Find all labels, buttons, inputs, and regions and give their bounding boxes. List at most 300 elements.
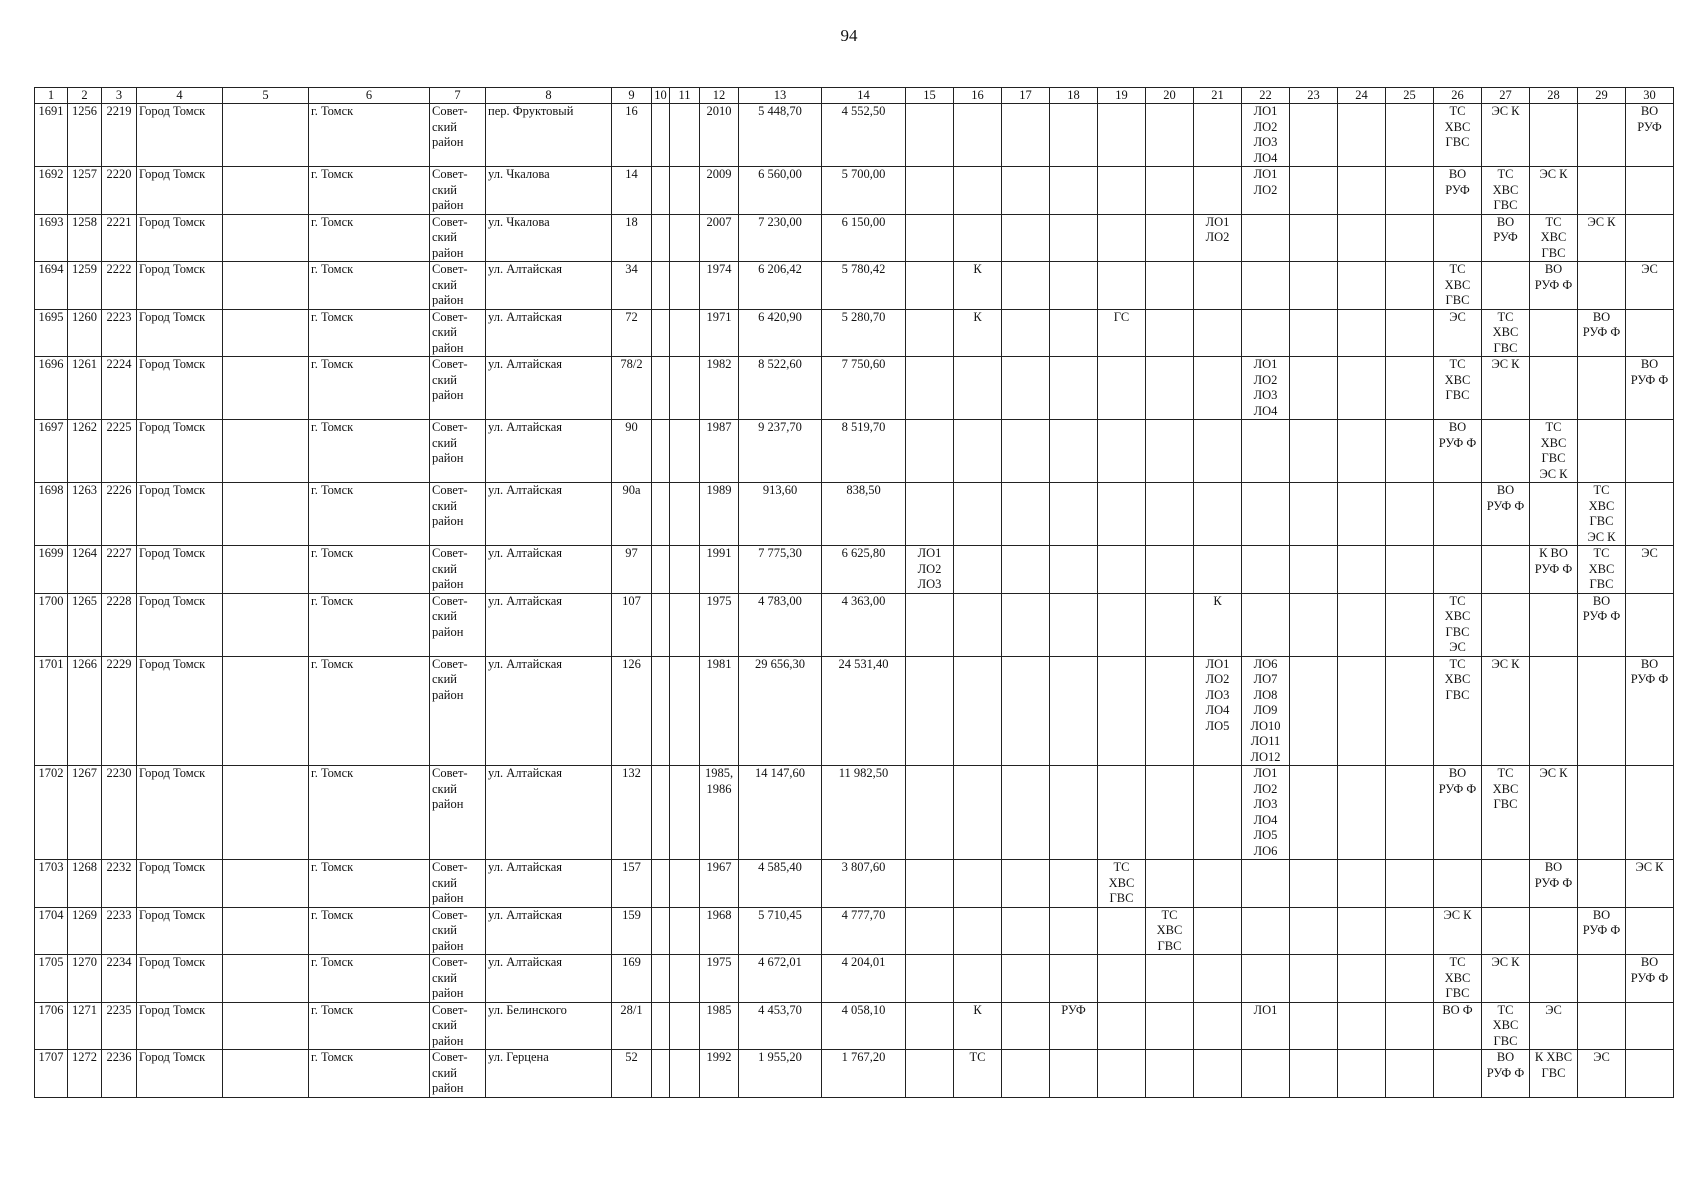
cell-work-col-28: К ВО РУФ Ф (1530, 546, 1578, 594)
cell-work-col-24 (1338, 1002, 1386, 1050)
cell-work-col-28 (1530, 357, 1578, 420)
cell-street: ул. Алтайская (486, 357, 612, 420)
cell-work-col-21: ЛО1 ЛО2 (1194, 214, 1242, 262)
cell-work-col-26 (1434, 483, 1482, 546)
cell-col-10 (652, 214, 670, 262)
cell-work-col-21 (1194, 1050, 1242, 1098)
cell-work-col-29 (1578, 104, 1626, 167)
cell-work-col-27: ВО РУФ Ф (1482, 483, 1530, 546)
cell-municipality: Город Томск (137, 357, 223, 420)
cell-work-col-22 (1242, 860, 1290, 908)
cell-work-col-27 (1482, 546, 1530, 594)
cell-work-col-30 (1626, 1002, 1674, 1050)
cell-work-col-18 (1050, 420, 1098, 483)
cell-municipality: Город Томск (137, 546, 223, 594)
cell-city: г. Томск (309, 593, 430, 656)
cell-row-number: 1692 (35, 167, 68, 215)
cell-total-area: 6 420,90 (739, 309, 822, 357)
cell-year-built: 1975 (700, 593, 739, 656)
cell-work-col-30: ЭС (1626, 262, 1674, 310)
cell-work-col-19 (1098, 546, 1146, 594)
cell-city: г. Томск (309, 546, 430, 594)
cell-year-built: 2009 (700, 167, 739, 215)
cell-work-col-29 (1578, 656, 1626, 766)
cell-street: пер. Фруктовый (486, 104, 612, 167)
cell-work-col-27: ЭС К (1482, 357, 1530, 420)
cell-col-5 (223, 860, 309, 908)
cell-district: Совет- ский район (430, 860, 486, 908)
cell-work-col-21: ЛО1 ЛО2 ЛО3 ЛО4 ЛО5 (1194, 656, 1242, 766)
cell-work-col-19 (1098, 167, 1146, 215)
cell-work-col-30 (1626, 1050, 1674, 1098)
cell-living-area: 5 780,42 (822, 262, 906, 310)
column-header-21: 21 (1194, 88, 1242, 104)
cell-work-col-18 (1050, 1050, 1098, 1098)
cell-work-col-17 (1002, 1050, 1050, 1098)
cell-street: ул. Алтайская (486, 483, 612, 546)
column-header-23: 23 (1290, 88, 1338, 104)
cell-row-number: 1706 (35, 1002, 68, 1050)
cell-house-number: 72 (612, 309, 652, 357)
cell-work-col-15 (906, 766, 954, 860)
cell-work-col-26: ЭС (1434, 309, 1482, 357)
cell-work-col-27 (1482, 860, 1530, 908)
cell-living-area: 6 150,00 (822, 214, 906, 262)
cell-col-11 (670, 214, 700, 262)
cell-street: ул. Алтайская (486, 262, 612, 310)
column-header-2: 2 (68, 88, 102, 104)
cell-id-b: 2221 (102, 214, 137, 262)
cell-work-col-24 (1338, 907, 1386, 955)
cell-work-col-29: ТС ХВС ГВС ЭС К (1578, 483, 1626, 546)
cell-id-b: 2233 (102, 907, 137, 955)
cell-living-area: 4 777,70 (822, 907, 906, 955)
column-header-9: 9 (612, 88, 652, 104)
cell-house-number: 28/1 (612, 1002, 652, 1050)
cell-id-a: 1267 (68, 766, 102, 860)
table-row (35, 104, 1674, 167)
cell-work-col-19 (1098, 1050, 1146, 1098)
cell-living-area: 7 750,60 (822, 357, 906, 420)
cell-work-col-29: ЭС К (1578, 214, 1626, 262)
cell-work-col-16 (954, 546, 1002, 594)
cell-work-col-16 (954, 167, 1002, 215)
cell-id-a: 1268 (68, 860, 102, 908)
cell-city: г. Томск (309, 262, 430, 310)
cell-work-col-23 (1290, 483, 1338, 546)
cell-street: ул. Чкалова (486, 167, 612, 215)
cell-col-10 (652, 1050, 670, 1098)
cell-work-col-28 (1530, 483, 1578, 546)
cell-year-built: 1985 (700, 1002, 739, 1050)
cell-work-col-25 (1386, 262, 1434, 310)
cell-work-col-20 (1146, 860, 1194, 908)
cell-district: Совет- ский район (430, 420, 486, 483)
cell-id-a: 1270 (68, 955, 102, 1003)
cell-col-5 (223, 420, 309, 483)
column-number-header (35, 88, 1674, 104)
cell-district: Совет- ский район (430, 1002, 486, 1050)
cell-work-col-19 (1098, 357, 1146, 420)
cell-work-col-16: К (954, 1002, 1002, 1050)
table-row (35, 483, 1674, 546)
table-row (35, 766, 1674, 860)
cell-work-col-20 (1146, 1050, 1194, 1098)
cell-work-col-19: ТС ХВС ГВС (1098, 860, 1146, 908)
cell-house-number: 16 (612, 104, 652, 167)
cell-work-col-18 (1050, 656, 1098, 766)
cell-work-col-20 (1146, 420, 1194, 483)
cell-work-col-22 (1242, 546, 1290, 594)
cell-row-number: 1707 (35, 1050, 68, 1098)
cell-id-a: 1264 (68, 546, 102, 594)
cell-work-col-27: ВО РУФ Ф (1482, 1050, 1530, 1098)
cell-work-col-23 (1290, 656, 1338, 766)
cell-living-area: 838,50 (822, 483, 906, 546)
cell-work-col-29: ЭС (1578, 1050, 1626, 1098)
cell-work-col-21 (1194, 955, 1242, 1003)
cell-municipality: Город Томск (137, 955, 223, 1003)
cell-work-col-22: ЛО1 ЛО2 (1242, 167, 1290, 215)
cell-work-col-22 (1242, 262, 1290, 310)
cell-work-col-26: ТС ХВС ГВС (1434, 955, 1482, 1003)
cell-living-area: 4 363,00 (822, 593, 906, 656)
cell-work-col-17 (1002, 1002, 1050, 1050)
cell-work-col-20 (1146, 656, 1194, 766)
cell-work-col-25 (1386, 766, 1434, 860)
table-row (35, 955, 1674, 1003)
cell-work-col-18 (1050, 357, 1098, 420)
cell-work-col-17 (1002, 860, 1050, 908)
table-row (35, 907, 1674, 955)
cell-work-col-15 (906, 656, 954, 766)
cell-col-5 (223, 1002, 309, 1050)
cell-work-col-19: ГС (1098, 309, 1146, 357)
cell-house-number: 52 (612, 1050, 652, 1098)
page-number: 94 (840, 26, 858, 45)
cell-city: г. Томск (309, 167, 430, 215)
cell-work-col-20 (1146, 214, 1194, 262)
cell-col-11 (670, 357, 700, 420)
cell-col-10 (652, 420, 670, 483)
cell-work-col-20 (1146, 546, 1194, 594)
cell-work-col-21 (1194, 1002, 1242, 1050)
cell-work-col-18 (1050, 860, 1098, 908)
cell-work-col-24 (1338, 357, 1386, 420)
cell-work-col-20 (1146, 483, 1194, 546)
cell-work-col-30 (1626, 309, 1674, 357)
column-header-5: 5 (223, 88, 309, 104)
cell-id-a: 1256 (68, 104, 102, 167)
column-header-6: 6 (309, 88, 430, 104)
cell-work-col-25 (1386, 1050, 1434, 1098)
cell-work-col-16: К (954, 309, 1002, 357)
cell-work-col-18 (1050, 167, 1098, 215)
cell-district: Совет- ский район (430, 357, 486, 420)
cell-work-col-30: ВО РУФ Ф (1626, 955, 1674, 1003)
cell-col-11 (670, 483, 700, 546)
cell-work-col-30: ВО РУФ Ф (1626, 357, 1674, 420)
cell-work-col-18 (1050, 309, 1098, 357)
cell-work-col-26 (1434, 214, 1482, 262)
cell-work-col-23 (1290, 1050, 1338, 1098)
cell-work-col-21: К (1194, 593, 1242, 656)
cell-total-area: 4 453,70 (739, 1002, 822, 1050)
cell-house-number: 90а (612, 483, 652, 546)
cell-house-number: 157 (612, 860, 652, 908)
cell-city: г. Томск (309, 1002, 430, 1050)
cell-col-10 (652, 357, 670, 420)
cell-work-col-20 (1146, 104, 1194, 167)
column-header-24: 24 (1338, 88, 1386, 104)
cell-street: ул. Алтайская (486, 309, 612, 357)
cell-work-col-24 (1338, 214, 1386, 262)
column-header-25: 25 (1386, 88, 1434, 104)
cell-year-built: 2010 (700, 104, 739, 167)
cell-col-5 (223, 656, 309, 766)
cell-work-col-15 (906, 593, 954, 656)
cell-id-b: 2227 (102, 546, 137, 594)
cell-work-col-22 (1242, 593, 1290, 656)
cell-work-col-18 (1050, 593, 1098, 656)
cell-house-number: 169 (612, 955, 652, 1003)
cell-work-col-19 (1098, 656, 1146, 766)
cell-year-built: 1975 (700, 955, 739, 1003)
cell-work-col-26 (1434, 860, 1482, 908)
cell-work-col-26: ТС ХВС ГВС (1434, 104, 1482, 167)
cell-id-a: 1259 (68, 262, 102, 310)
cell-work-col-15 (906, 860, 954, 908)
column-header-3: 3 (102, 88, 137, 104)
cell-city: г. Томск (309, 860, 430, 908)
cell-work-col-25 (1386, 357, 1434, 420)
cell-year-built: 1967 (700, 860, 739, 908)
cell-work-col-24 (1338, 104, 1386, 167)
cell-work-col-21 (1194, 766, 1242, 860)
cell-work-col-24 (1338, 420, 1386, 483)
cell-work-col-17 (1002, 214, 1050, 262)
cell-row-number: 1696 (35, 357, 68, 420)
cell-work-col-15 (906, 1050, 954, 1098)
cell-street: ул. Алтайская (486, 546, 612, 594)
column-header-26: 26 (1434, 88, 1482, 104)
cell-work-col-21 (1194, 546, 1242, 594)
cell-living-area: 11 982,50 (822, 766, 906, 860)
cell-house-number: 14 (612, 167, 652, 215)
cell-total-area: 6 206,42 (739, 262, 822, 310)
cell-municipality: Город Томск (137, 262, 223, 310)
cell-total-area: 5 710,45 (739, 907, 822, 955)
cell-street: ул. Алтайская (486, 656, 612, 766)
cell-work-col-29 (1578, 420, 1626, 483)
cell-col-5 (223, 483, 309, 546)
cell-work-col-30: ЭС (1626, 546, 1674, 594)
column-header-30: 30 (1626, 88, 1674, 104)
column-header-18: 18 (1050, 88, 1098, 104)
cell-total-area: 1 955,20 (739, 1050, 822, 1098)
cell-work-col-17 (1002, 483, 1050, 546)
cell-row-number: 1705 (35, 955, 68, 1003)
cell-col-10 (652, 656, 670, 766)
cell-work-col-23 (1290, 357, 1338, 420)
cell-work-col-15 (906, 167, 954, 215)
cell-work-col-29 (1578, 167, 1626, 215)
cell-work-col-17 (1002, 104, 1050, 167)
cell-work-col-23 (1290, 420, 1338, 483)
cell-house-number: 34 (612, 262, 652, 310)
column-header-7: 7 (430, 88, 486, 104)
cell-work-col-16 (954, 860, 1002, 908)
cell-work-col-23 (1290, 1002, 1338, 1050)
cell-total-area: 9 237,70 (739, 420, 822, 483)
cell-col-11 (670, 167, 700, 215)
cell-work-col-23 (1290, 955, 1338, 1003)
cell-col-5 (223, 214, 309, 262)
cell-total-area: 7 775,30 (739, 546, 822, 594)
cell-work-col-24 (1338, 656, 1386, 766)
cell-work-col-21 (1194, 262, 1242, 310)
cell-living-area: 5 700,00 (822, 167, 906, 215)
cell-district: Совет- ский район (430, 546, 486, 594)
cell-work-col-15 (906, 309, 954, 357)
cell-house-number: 132 (612, 766, 652, 860)
cell-living-area: 4 204,01 (822, 955, 906, 1003)
cell-work-col-26: ВО РУФ Ф (1434, 766, 1482, 860)
cell-work-col-25 (1386, 167, 1434, 215)
column-header-4: 4 (137, 88, 223, 104)
cell-work-col-28: ВО РУФ Ф (1530, 262, 1578, 310)
cell-work-col-19 (1098, 104, 1146, 167)
cell-work-col-22 (1242, 309, 1290, 357)
cell-municipality: Город Томск (137, 1050, 223, 1098)
cell-work-col-27 (1482, 593, 1530, 656)
cell-work-col-20 (1146, 593, 1194, 656)
cell-work-col-21 (1194, 309, 1242, 357)
cell-year-built: 1971 (700, 309, 739, 357)
cell-work-col-28: К ХВС ГВС (1530, 1050, 1578, 1098)
cell-work-col-17 (1002, 357, 1050, 420)
cell-work-col-27 (1482, 262, 1530, 310)
cell-work-col-22: ЛО1 ЛО2 ЛО3 ЛО4 (1242, 357, 1290, 420)
cell-col-11 (670, 420, 700, 483)
cell-total-area: 4 585,40 (739, 860, 822, 908)
cell-work-col-15 (906, 104, 954, 167)
cell-house-number: 126 (612, 656, 652, 766)
cell-work-col-17 (1002, 309, 1050, 357)
cell-city: г. Томск (309, 214, 430, 262)
cell-row-number: 1699 (35, 546, 68, 594)
cell-living-area: 3 807,60 (822, 860, 906, 908)
cell-row-number: 1691 (35, 104, 68, 167)
cell-id-b: 2236 (102, 1050, 137, 1098)
cell-work-col-20 (1146, 309, 1194, 357)
cell-work-col-19 (1098, 420, 1146, 483)
cell-work-col-20 (1146, 262, 1194, 310)
cell-district: Совет- ский район (430, 907, 486, 955)
cell-id-a: 1269 (68, 907, 102, 955)
cell-work-col-30: ЭС К (1626, 860, 1674, 908)
cell-work-col-24 (1338, 546, 1386, 594)
cell-city: г. Томск (309, 309, 430, 357)
cell-row-number: 1693 (35, 214, 68, 262)
cell-work-col-16 (954, 104, 1002, 167)
cell-district: Совет- ский район (430, 955, 486, 1003)
cell-work-col-29: ВО РУФ Ф (1578, 593, 1626, 656)
cell-total-area: 4 783,00 (739, 593, 822, 656)
cell-work-col-19 (1098, 214, 1146, 262)
cell-work-col-18 (1050, 483, 1098, 546)
cell-work-col-16 (954, 420, 1002, 483)
cell-work-col-18: РУФ (1050, 1002, 1098, 1050)
cell-work-col-25 (1386, 955, 1434, 1003)
column-header-15: 15 (906, 88, 954, 104)
column-header-22: 22 (1242, 88, 1290, 104)
cell-year-built: 1982 (700, 357, 739, 420)
cell-work-col-30 (1626, 907, 1674, 955)
cell-work-col-30 (1626, 593, 1674, 656)
table-row (35, 167, 1674, 215)
table-row (35, 1002, 1674, 1050)
cell-work-col-27: ЭС К (1482, 104, 1530, 167)
table-row (35, 593, 1674, 656)
column-header-17: 17 (1002, 88, 1050, 104)
cell-work-col-21 (1194, 167, 1242, 215)
cell-work-col-25 (1386, 907, 1434, 955)
cell-work-col-27 (1482, 907, 1530, 955)
cell-work-col-28: ТС ХВС ГВС (1530, 214, 1578, 262)
cell-id-b: 2229 (102, 656, 137, 766)
cell-col-5 (223, 907, 309, 955)
cell-col-11 (670, 309, 700, 357)
cell-municipality: Город Томск (137, 860, 223, 908)
cell-municipality: Город Томск (137, 593, 223, 656)
cell-id-b: 2234 (102, 955, 137, 1003)
cell-col-10 (652, 483, 670, 546)
cell-work-col-19 (1098, 262, 1146, 310)
cell-year-built: 1985, 1986 (700, 766, 739, 860)
cell-work-col-30: ВО РУФ (1626, 104, 1674, 167)
cell-work-col-17 (1002, 546, 1050, 594)
column-header-27: 27 (1482, 88, 1530, 104)
cell-municipality: Город Томск (137, 656, 223, 766)
cell-work-col-27 (1482, 420, 1530, 483)
cell-work-col-28: ТС ХВС ГВС ЭС К (1530, 420, 1578, 483)
cell-work-col-24 (1338, 593, 1386, 656)
cell-district: Совет- ский район (430, 214, 486, 262)
table-row (35, 656, 1674, 766)
cell-work-col-28 (1530, 955, 1578, 1003)
cell-col-5 (223, 357, 309, 420)
cell-work-col-20 (1146, 167, 1194, 215)
cell-col-5 (223, 955, 309, 1003)
cell-work-col-24 (1338, 309, 1386, 357)
column-header-28: 28 (1530, 88, 1578, 104)
column-header-13: 13 (739, 88, 822, 104)
cell-year-built: 1992 (700, 1050, 739, 1098)
cell-col-10 (652, 104, 670, 167)
cell-row-number: 1701 (35, 656, 68, 766)
cell-id-b: 2228 (102, 593, 137, 656)
cell-municipality: Город Томск (137, 167, 223, 215)
cell-total-area: 29 656,30 (739, 656, 822, 766)
cell-year-built: 1991 (700, 546, 739, 594)
cell-col-5 (223, 262, 309, 310)
cell-work-col-16: К (954, 262, 1002, 310)
cell-work-col-15: ЛО1 ЛО2 ЛО3 (906, 546, 954, 594)
cell-work-col-18 (1050, 907, 1098, 955)
cell-work-col-25 (1386, 420, 1434, 483)
buildings-register-table (34, 87, 1674, 1098)
